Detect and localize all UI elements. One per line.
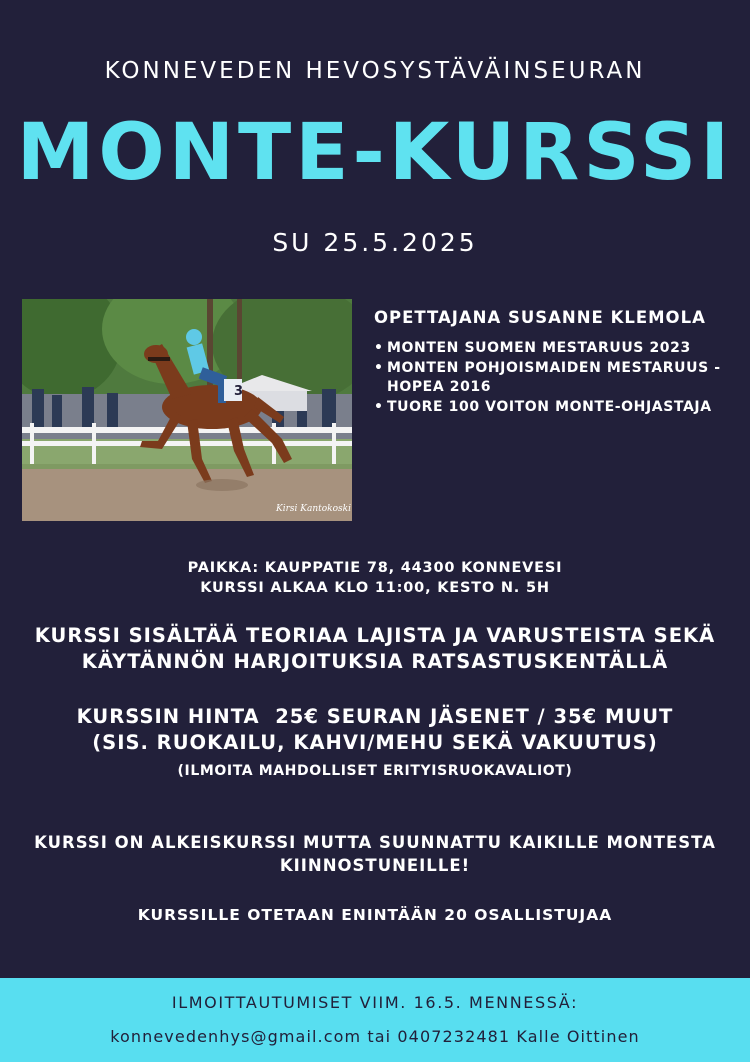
- organization-name: KONNEVEDEN HEVOSYSTÄVÄINSEURAN: [104, 58, 646, 84]
- achievement-item: • MONTEN POHJOISMAIDEN MESTARUUS -HOPEA 2016: [374, 359, 734, 398]
- beginner-line-1: KURSSI ON ALKEISKURSSI MUTTA SUUNNATTU KAIKILLE MONTESTA: [34, 833, 716, 852]
- time-line: KURSSI ALKAA KLO 11:00, KESTO N. 5H: [200, 580, 550, 596]
- participant-limit: KURSSILLE OTETAAN ENINTÄÄN 20 OSALLISTUJAA: [137, 906, 613, 924]
- registration-footer: [0, 978, 750, 1062]
- saddle-number: 3: [234, 384, 244, 399]
- course-title: MONTE-KURSSI: [16, 108, 734, 198]
- achievements-list: [374, 339, 734, 417]
- location-info: [0, 558, 750, 598]
- diet-note: (ILMOITA MAHDOLLISET ERITYISRUOKAVALIOT): [177, 763, 573, 779]
- price-line-1: KURSSIN HINTA 25€ SEURAN JÄSENET / 35€ MUUT: [76, 705, 674, 728]
- course-content: [0, 623, 750, 675]
- course-date: SU 25.5.2025: [272, 228, 478, 257]
- teacher-section: [374, 308, 734, 417]
- teacher-heading: OPETTAJANA SUSANNE KLEMOLA: [374, 308, 706, 327]
- registration-deadline: ILMOITTAUTUMISET VIIM. 16.5. MENNESSÄ:: [171, 993, 579, 1012]
- beginner-line-2: KIINNOSTUNEILLE!: [279, 856, 471, 875]
- photo-credit: Kirsi Kantokoski: [276, 504, 352, 514]
- price-info: [0, 704, 750, 756]
- price-line-2: (SIS. RUOKAILU, KAHVI/MEHU SEKÄ VAKUUTUS): [92, 731, 658, 754]
- horse-photo: [22, 299, 352, 521]
- content-line-1: KURSSI SISÄLTÄÄ TEORIAA LAJISTA JA VARUSTEISTA SEKÄ: [34, 624, 716, 647]
- achievement-item: • TUORE 100 VOITON MONTE-OHJASTAJA: [374, 398, 734, 418]
- place-line: PAIKKA: KAUPPATIE 78, 44300 KONNEVESI: [187, 560, 563, 576]
- contact-info[interactable]: konnevedenhys@gmail.com tai 0407232481 Kalle Oittinen: [110, 1027, 640, 1046]
- beginner-info: [0, 831, 750, 877]
- achievement-item: • MONTEN SUOMEN MESTARUUS 2023: [374, 339, 734, 359]
- content-line-2: KÄYTÄNNÖN HARJOITUKSIA RATSASTUSKENTÄLLÄ: [81, 650, 669, 673]
